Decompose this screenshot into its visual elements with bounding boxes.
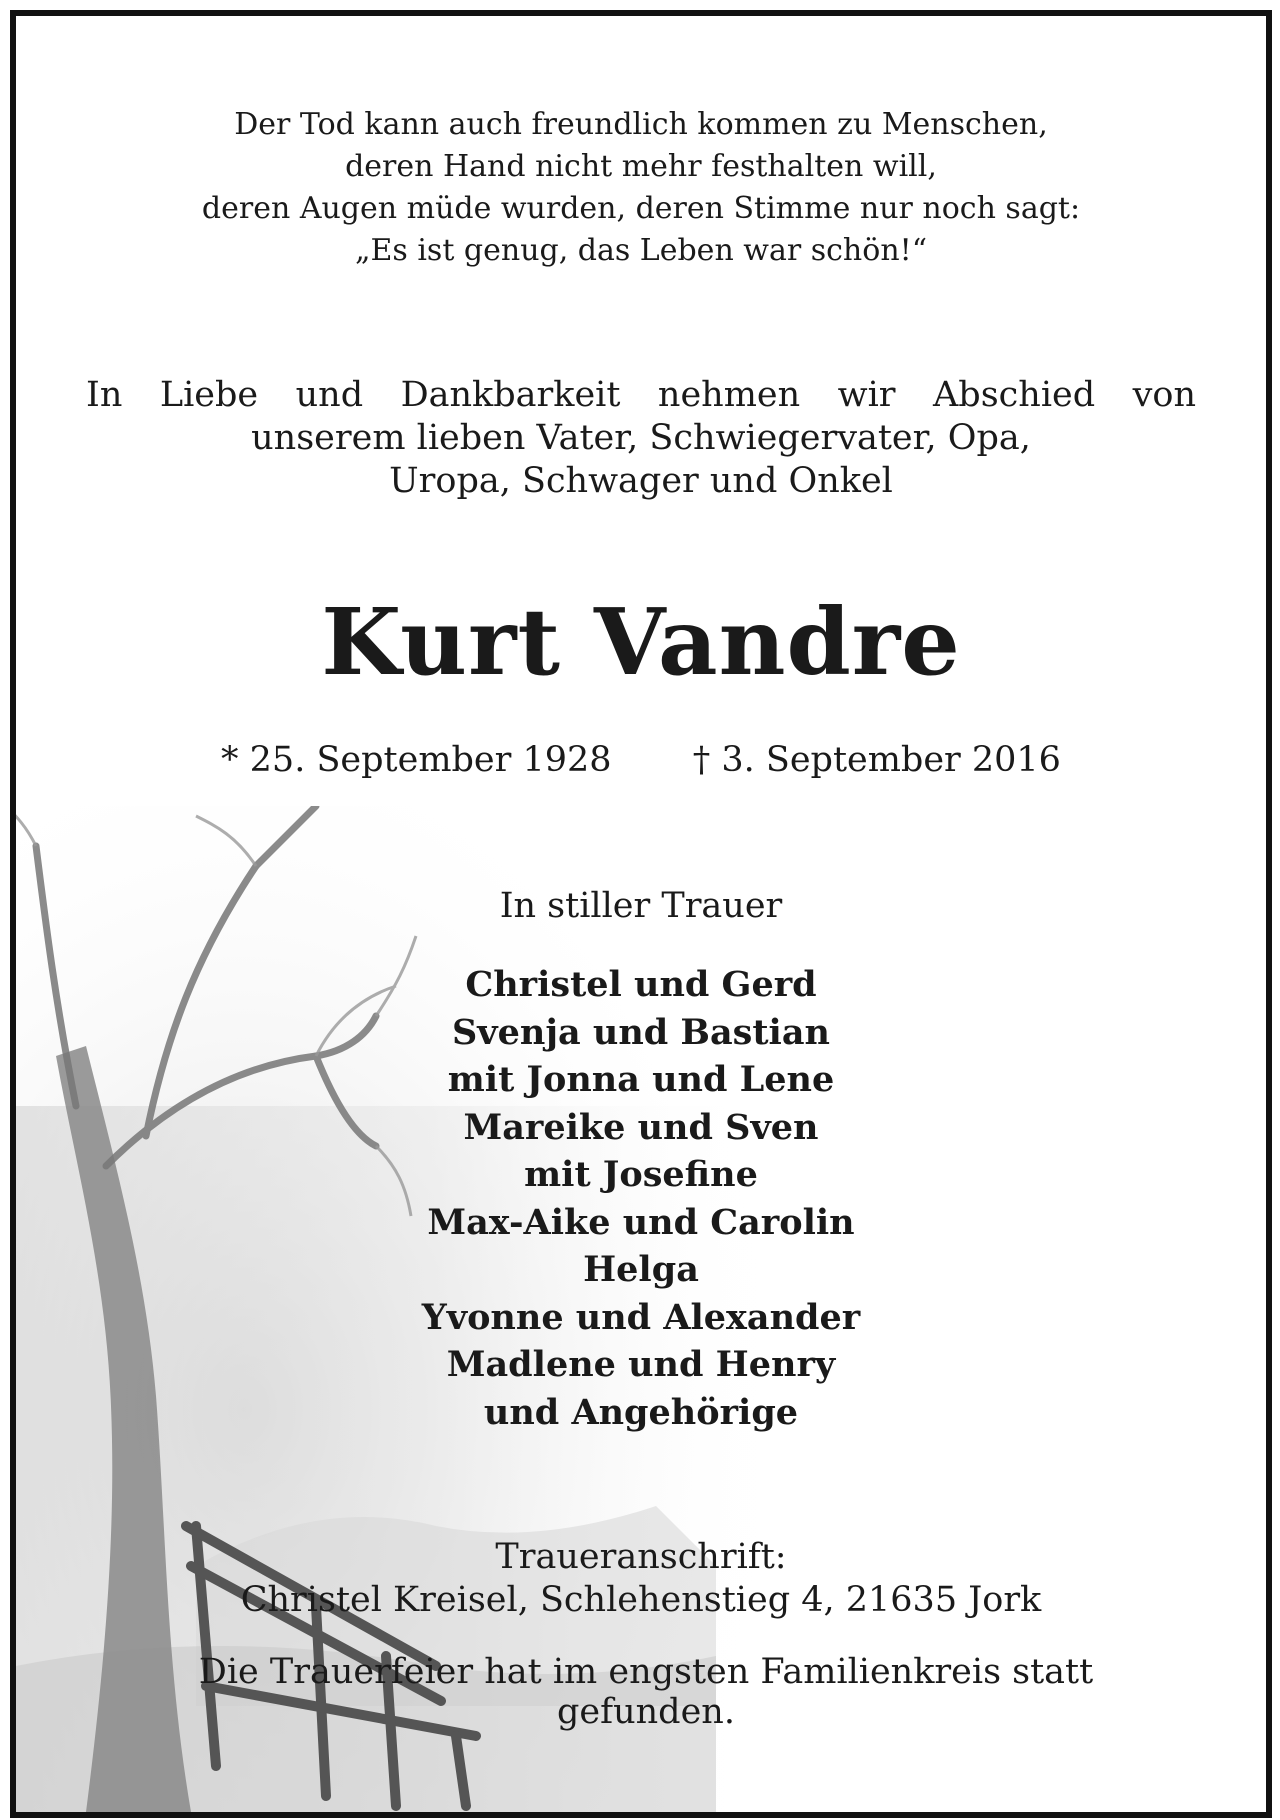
mourning-address [16,1536,1266,1622]
mourner-name: Madlene und Henry [446,1344,836,1385]
intro-line: In Liebe und Dankbarkeit nehmen wir Abschied von [86,375,1196,415]
quote-line: „Es ist genug, das Leben war schön!“ [354,233,928,268]
intro-line: Uropa, Schwager und Onkel [389,461,893,501]
ceremony-note: Die Trauerfeier hat im engsten Familienkreis statt gefunden. [198,1652,1094,1732]
intro-line: unserem lieben Vater, Schwiegervater, Opa, [251,418,1031,458]
mourner-name: Mareike und Sven [463,1106,819,1148]
death-date: † 3. September 2016 [692,740,1061,780]
mourner-name: und Angehörige [483,1391,799,1433]
address-value: Christel Kreisel, Schlehenstieg 4, 21635 Jork [240,1580,1042,1620]
mourner-name: Yvonne und Alexander [421,1296,861,1338]
mourners-list [16,961,1266,1436]
quote-line: deren Augen müde wurden, deren Stimme nur noch sagt: [201,191,1081,226]
mourner-name: mit Josefine [524,1154,758,1195]
memorial-quote [16,104,1266,272]
farewell-intro [86,374,1196,503]
mourners-heading: In stiller Trauer [499,886,783,926]
mourner-name: Svenja und Bastian [452,1011,830,1053]
quote-line: deren Hand nicht mehr festhalten will, [345,149,937,184]
mourner-name: mit Jonna und Lene [447,1059,835,1100]
life-dates [16,738,1266,782]
deceased-name: Kurt Vandre [321,588,961,696]
birth-date: * 25. September 1928 [221,740,612,780]
mourner-name: Max-Aike und Carolin [427,1201,855,1243]
mourner-name: Christel und Gerd [465,964,817,1005]
obituary-notice [10,10,1272,1818]
mourner-name: Helga [583,1249,699,1290]
address-label: Traueranschrift: [495,1537,787,1577]
quote-line: Der Tod kann auch freundlich kommen zu Menschen, [234,107,1048,142]
